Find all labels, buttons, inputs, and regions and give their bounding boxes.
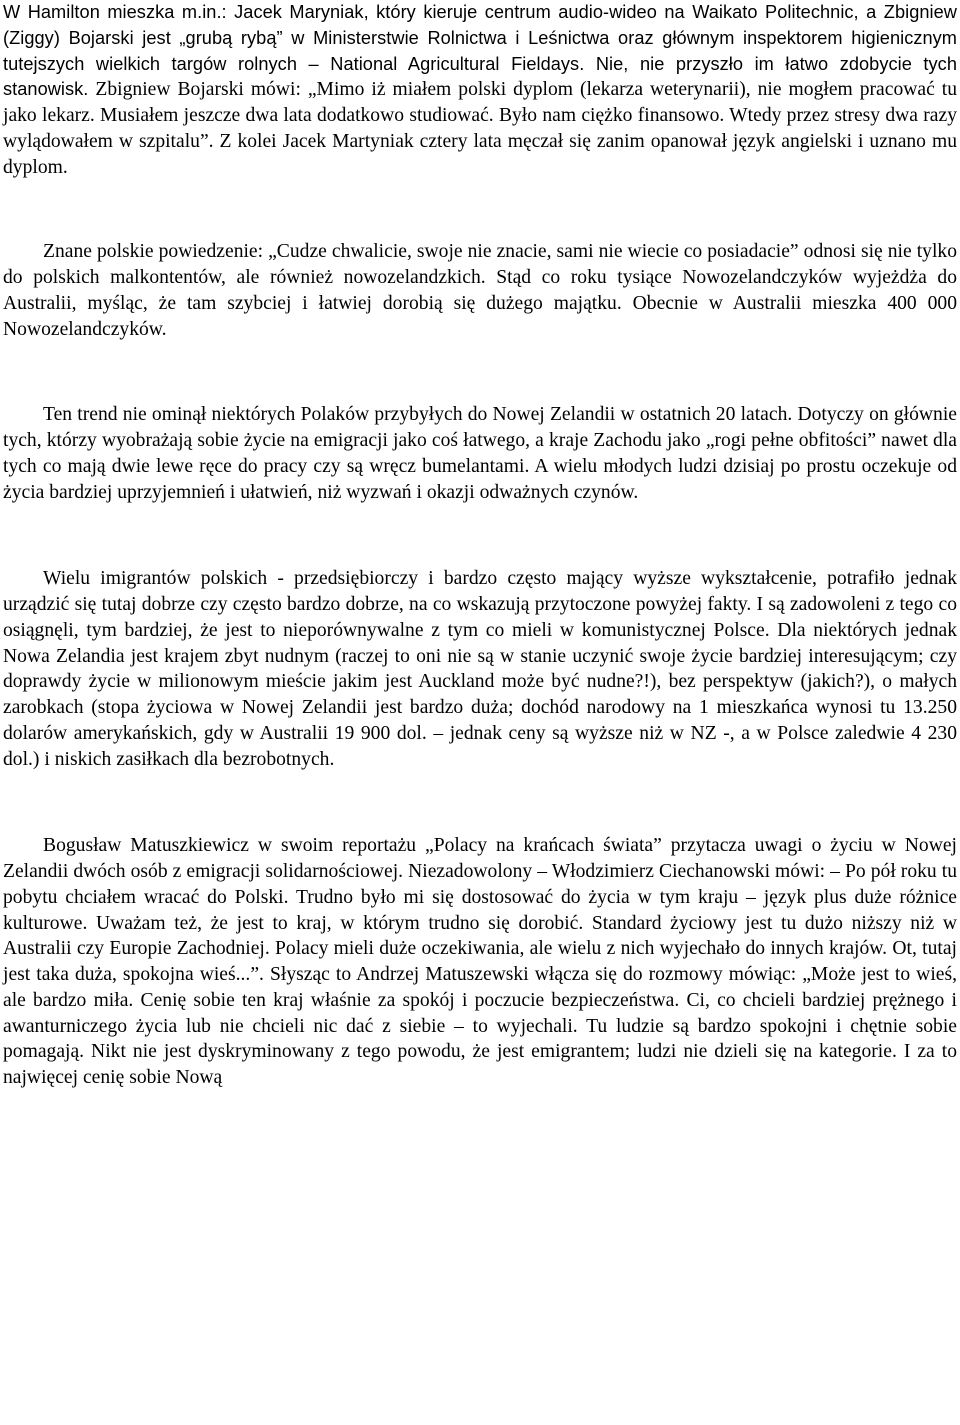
paragraph-4: Wielu imigrantów polskich - przedsiębiorczy i bardzo często mający wyższe wykształcenie, potrafiło jednak urządzić się tutaj dobrze czy często bardzo dobrze, na co wskazują przytoczone powyżej fakty. I są zadowoleni z tego co osiągnęli, tym bardziej, że jest to nieporównywalne z tym co mieli w komunistycznej Polsce. Dla niektórych jednak Nowa Zelandia jest krajem zbyt nudnym (raczej to oni nie są w stanie uczynić swoje życie bardziej interesującym; czy doprawdy życie w milionowym mieście jakim jest Auckland może być nudne?!), bez perspektyw (jakich?), o małych zarobkach (stopa życiowa w Nowej Zelandii jest bardzo duża; dochód narodowy na 1 mieszkańca wynosi tu 13.250 dolarów amerykańskich, gdy w Australii 19 900 dol. – jednak ceny są wyższe niż w NZ -, a w Polsce zaledwie 4 230 dol.) i niskich zasiłkach dla bezrobotnych. (3, 568, 957, 770)
paragraph-5: Bogusław Matuszkiewicz w swoim reportażu „Polacy na krańcach świata” przytacza uwagi o życiu w Nowej Zelandii dwóch osób z emigracji solidarnościowej. Niezadowolony – Włodzimierz Ciechanowski mówi: – Po pół roku tu pobytu chciałem wracać do Polski. Trudno było mi się dostosować do życia w tym kraju – język plus duże różnice kulturowe. Uważam też, że jest to kraj, w którym trudno się dorobić. Standard życiowy jest tu dużo niższy niż w Australii czy Europie Zachodniej. Polacy mieli duże oczekiwania, ale wielu z nich wyjechało do innych krajów. Ot, tutaj jest taka duża, spokojna wieś...”. Słysząc to Andrzej Matuszewski włącza się do rozmowy mówiąc: „Może jest to wieś, ale bardzo miła. Cenię sobie ten kraj właśnie za spokój i poczucie bezpieczeństwa. Ci, co chcieli bardziej prężnego i awanturniczego życia lub nie chcieli nic dać z siebie – to wyjechali. Tu ludzie są bardzo spokojni i chętnie sobie pomagają. Nikt nie jest dyskryminowany z tego powodu, że jest emigrantem; ludzi nie dzieli się na kategorie. I za to najwięcej cenię sobie Nową (3, 835, 957, 1088)
paragraph-1-serif-segment: Zbigniew Bojarski mówi: „Mimo iż miałem polski dyplom (lekarza weterynarii), nie mogłem pracować tu jako lekarz. Musiałem jeszcze dwa lata dodatkowo studiować. Było nam ciężko finansowo. Wtedy przez stresy dwa razy wylądowałem w szpitalu”. Z kolei Jacek Martyniak cztery lata męczał się zanim opanował język angielski i uznano mu dyplom. (3, 79, 957, 178)
document-page (3, 0, 957, 1091)
paragraph-1 (3, 0, 957, 180)
paragraph-1-sans-segment: W Hamilton mieszka m.in.: Jacek Maryniak, który kieruje centrum audio-wideo na Waikato Politechnic, a Zbigniew (Ziggy) Bojarski jest „grubą rybą” w Ministerstwie Rolnictwa i Leśnictwa oraz głównym inspektorem higienicznym tutejszych wielkich targów rolnych – National Agricultural Fieldays. Nie, nie przyszło im łatwo zdobycie tych stanowisk. (3, 2, 957, 100)
paragraph-2: Znane polskie powiedzenie: „Cudze chwalicie, swoje nie znacie, sami nie wiecie co posiadacie” odnosi się nie tylko do polskich malkontentów, ale również nowozelandzkich. Stąd co roku tysiące Nowozelandczyków wyjeżdża do Australii, myśląc, że tam szybciej i łatwiej dorobią się dużego majątku. Obecnie w Australii mieszka 400 000 Nowozelandczyków. (3, 241, 957, 340)
paragraph-3: Ten trend nie ominął niektórych Polaków przybyłych do Nowej Zelandii w ostatnich 20 latach. Dotyczy on głównie tych, którzy wyobrażają sobie życie na emigracji jako coś łatwego, a kraje Zachodu jako „rogi pełne obfitości” nawet dla tych co mają dwie lewe ręce do pracy czy są wręcz bumelantami. A wielu młodych ludzi dzisiaj po prostu oczekuje od życia bardziej uprzyjemnień i ułatwień, niż wyzwań i okazji odważnych czynów. (3, 404, 957, 503)
